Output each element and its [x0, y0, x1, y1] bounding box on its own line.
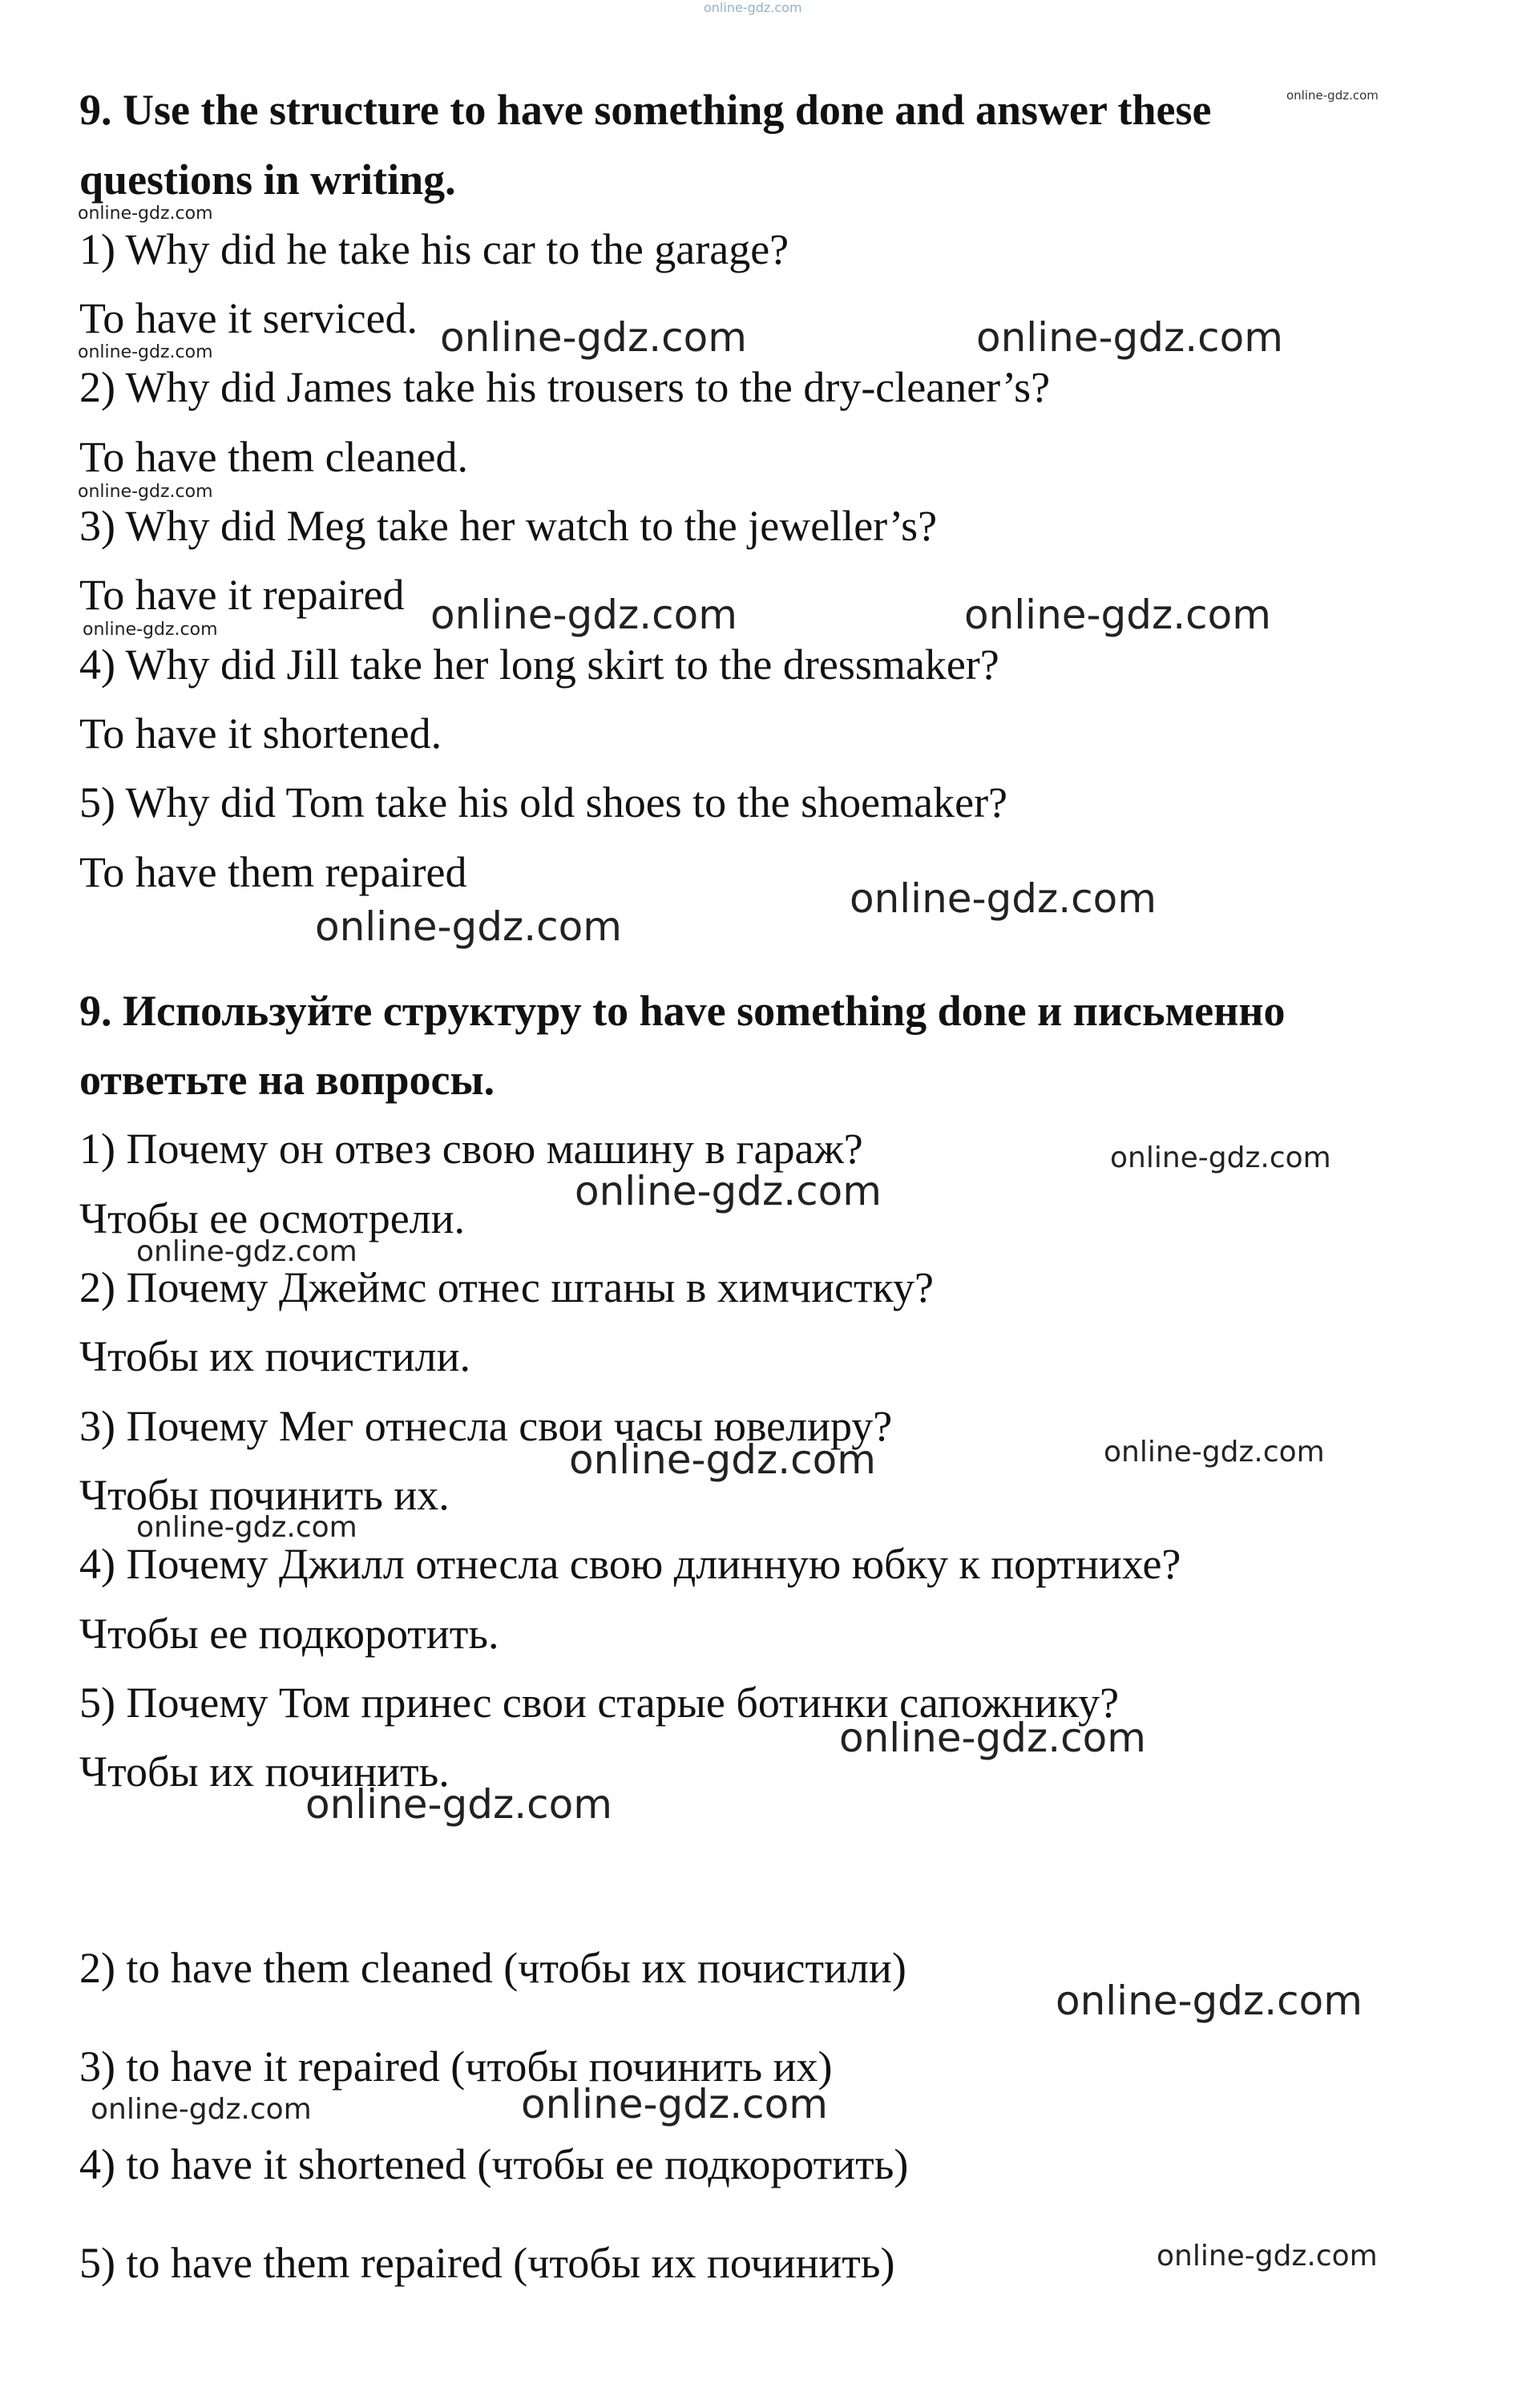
question-en-3: 3) Why did Meg take her watch to the jeweller’s? [79, 502, 938, 550]
answer-en-4: To have it shortened. [79, 709, 442, 758]
watermark: online-gdz.com [704, 0, 802, 15]
answer-ru-1: Чтобы ее осмотрели. [79, 1194, 466, 1242]
watermark: online-gdz.com [430, 592, 737, 638]
summary-answer-4: 4) to have it shortened (чтобы ее подкоротить) [79, 2140, 909, 2188]
answer-ru-4: Чтобы ее подкоротить. [79, 1610, 499, 1658]
watermark: online-gdz.com [1104, 1436, 1325, 1469]
watermark: online-gdz.com [136, 1511, 357, 1544]
watermark: online-gdz.com [1056, 1978, 1363, 2024]
watermark: online-gdz.com [78, 204, 213, 224]
watermark: online-gdz.com [850, 875, 1157, 922]
question-ru-5: 5) Почему Том принес свои старые ботинки сапожнику? [79, 1679, 1120, 1727]
question-en-1: 1) Why did he take his car to the garage? [79, 225, 789, 273]
exercise-title-en-line2: questions in writing. [79, 156, 456, 204]
answer-en-3: To have it repaired [79, 571, 405, 619]
answer-en-5: To have them repaired [79, 848, 467, 896]
answer-en-2: To have them cleaned. [79, 433, 468, 481]
question-ru-4: 4) Почему Джилл отнесла свою длинную юбку к портнихе? [79, 1540, 1181, 1588]
watermark: online-gdz.com [839, 1715, 1146, 1761]
summary-answer-5: 5) to have them repaired (чтобы их починить) [79, 2239, 895, 2287]
watermark: online-gdz.com [440, 314, 747, 361]
watermark: online-gdz.com [305, 1781, 612, 1828]
question-ru-3: 3) Почему Мег отнесла свои часы ювелиру? [79, 1402, 893, 1450]
watermark: online-gdz.com [136, 1235, 357, 1268]
question-ru-1: 1) Почему он отвез свою машину в гараж? [79, 1125, 863, 1173]
watermark: online-gdz.com [964, 592, 1271, 638]
watermark: online-gdz.com [1286, 88, 1379, 103]
watermark: online-gdz.com [91, 2093, 312, 2126]
summary-answer-2: 2) to have them cleaned (чтобы их почистили) [79, 1944, 906, 1992]
watermark: online-gdz.com [1157, 2240, 1378, 2273]
question-ru-2: 2) Почему Джеймс отнес штаны в химчистку? [79, 1263, 934, 1311]
watermark: online-gdz.com [569, 1436, 876, 1483]
watermark: online-gdz.com [78, 342, 213, 362]
summary-answer-3: 3) to have it repaired (чтобы починить их) [79, 2042, 833, 2091]
watermark: online-gdz.com [575, 1168, 882, 1214]
exercise-title-en-line1: 9. Use the structure to have something done and answer these [79, 86, 1212, 134]
question-en-2: 2) Why did James take his trousers to the dry-cleaner’s? [79, 363, 1051, 411]
answer-ru-3: Чтобы починить их. [79, 1471, 450, 1519]
watermark: online-gdz.com [315, 903, 622, 950]
watermark: online-gdz.com [521, 2081, 828, 2127]
answer-ru-2: Чтобы их почистили. [79, 1332, 471, 1380]
exercise-title-ru-line1: 9. Используйте структуру to have something done и письменно [79, 987, 1286, 1035]
exercise-title-ru-line2: ответьте на вопросы. [79, 1056, 495, 1104]
watermark: online-gdz.com [976, 314, 1283, 361]
answer-ru-5: Чтобы их починить. [79, 1747, 450, 1796]
watermark: online-gdz.com [78, 482, 213, 502]
watermark: online-gdz.com [1110, 1141, 1331, 1174]
answer-en-1: To have it serviced. [79, 294, 418, 342]
question-en-4: 4) Why did Jill take her long skirt to the dressmaker? [79, 640, 999, 689]
watermark: online-gdz.com [83, 620, 218, 640]
question-en-5: 5) Why did Tom take his old shoes to the shoemaker? [79, 778, 1008, 826]
